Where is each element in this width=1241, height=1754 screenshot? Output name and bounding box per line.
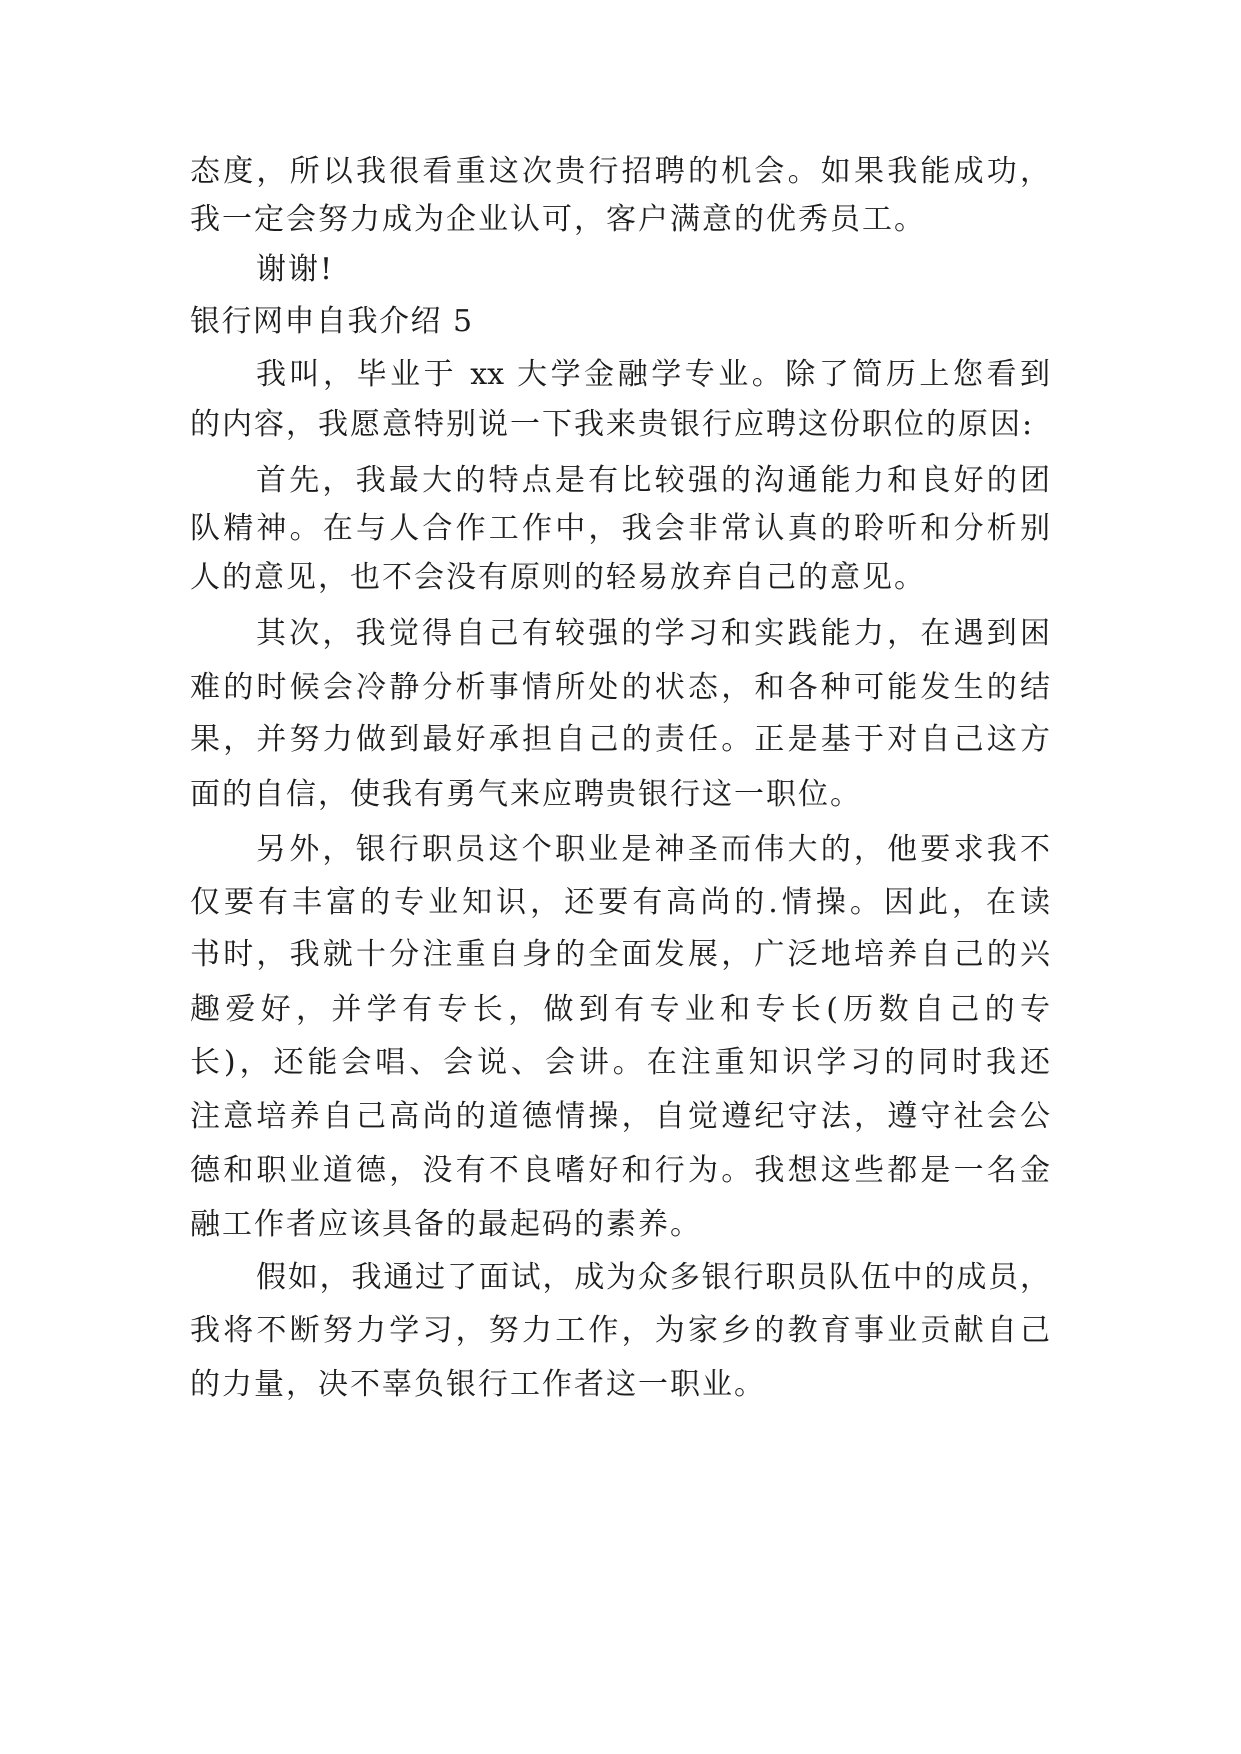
section-heading-text: 银行网申自我介绍 5 [190,304,474,339]
paragraph-line: 另外，银行职员这个职业是神圣而伟大的，他要求我不 [256,832,1050,867]
paragraph-line: 仅要有丰富的专业知识，还要有高尚的.情操。因此，在读 [190,885,1050,920]
paragraph-line: 德和职业道德，没有不良嗜好和行为。我想这些都是一名金 [190,1153,1050,1188]
paragraph-line: 我一定会努力成为企业认可，客户满意的优秀员工。 [190,202,926,237]
paragraph-line: 队精神。在与人合作工作中，我会非常认真的聆听和分析别 [190,511,1050,546]
paragraph-line: 趣爱好，并学有专长，做到有专业和专长(历数自己的专 [190,992,1050,1027]
paragraph-line: 其次，我觉得自己有较强的学习和实践能力，在遇到困 [256,616,1050,651]
paragraph-line: 的力量，决不辜负银行工作者这一职业。 [190,1367,766,1402]
paragraph-line: 书时，我就十分注重自身的全面发展，广泛地培养自己的兴 [190,937,1050,972]
paragraph-line: 的内容，我愿意特别说一下我来贵银行应聘这份职位的原因: [190,407,1035,442]
paragraph-line: 谢谢! [256,252,335,287]
paragraph-line: 我将不断努力学习，努力工作，为家乡的教育事业贡献自己 [190,1313,1050,1348]
paragraph-line: 难的时候会冷静分析事情所处的状态，和各种可能发生的结 [190,670,1050,705]
paragraph-line: 融工作者应该具备的最起码的素养。 [190,1207,702,1242]
paragraph-line: 长)，还能会唱、会说、会讲。在注重知识学习的同时我还 [190,1045,1050,1080]
paragraph-line: 态度，所以我很看重这次贵行招聘的机会。如果我能成功， [190,154,1050,189]
paragraph-line: 人的意见，也不会没有原则的轻易放弃自己的意见。 [190,560,926,595]
paragraph-line: 我叫，毕业于 xx 大学金融学专业。除了简历上您看到 [256,357,1050,392]
paragraph-line: 果，并努力做到最好承担自己的责任。正是基于对自己这方 [190,722,1050,757]
paragraph-line: 面的自信，使我有勇气来应聘贵银行这一职位。 [190,777,862,812]
paragraph-line: 首先，我最大的特点是有比较强的沟通能力和良好的团 [256,463,1050,498]
paragraph-line: 假如，我通过了面试，成为众多银行职员队伍中的成员， [256,1260,1050,1295]
paragraph-line: 注意培养自己高尚的道德情操，自觉遵纪守法，遵守社会公 [190,1099,1050,1134]
